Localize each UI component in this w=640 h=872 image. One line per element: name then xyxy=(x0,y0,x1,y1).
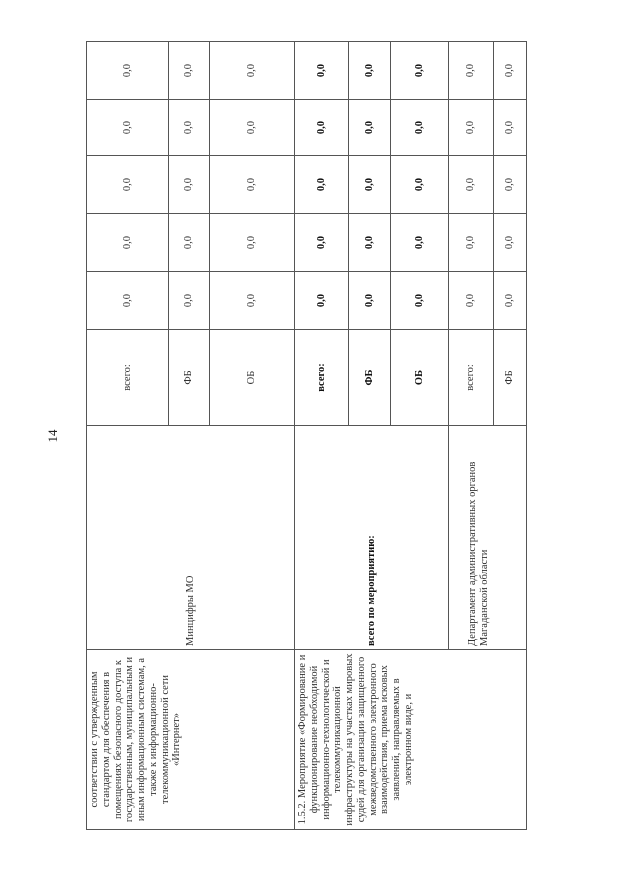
value-cell: 0,0 xyxy=(295,156,349,214)
value-cell: 0,0 xyxy=(449,100,494,156)
table-row xyxy=(295,42,349,830)
measure-cell: 1.5.2. Мероприятие «Формирование и функционирование необходимой информационно-технологической и телекоммуникационной инфраструктуры на участках мировых судей для организации защищенного межведомственного электронного взаимодействия, приема исковых заявлений, направляемых в электронном виде, и xyxy=(295,650,527,830)
budget-table-container xyxy=(86,42,526,830)
value-cell: 0,0 xyxy=(494,100,527,156)
source-cell: всего: xyxy=(295,330,349,426)
value-cell: 0,0 xyxy=(349,42,391,100)
value-cell: 0,0 xyxy=(349,100,391,156)
value-cell: 0,0 xyxy=(87,272,169,330)
value-cell: 0,0 xyxy=(449,214,494,272)
budget-table xyxy=(86,41,527,830)
page-number: 14 xyxy=(45,429,60,443)
value-cell: 0,0 xyxy=(391,100,449,156)
value-cell: 0,0 xyxy=(210,214,295,272)
measure-cell: соответствии с утвержденным стандартом для обеспечения в помещениях безопасного доступа к государственным, муниципальным и иным информационным системам, а также к информационно-телекоммуникационной сети «Интернет» xyxy=(87,650,295,830)
executor-cell: всего по мероприятию: xyxy=(295,426,449,650)
value-cell: 0,0 xyxy=(391,42,449,100)
value-cell: 0,0 xyxy=(391,156,449,214)
value-cell: 0,0 xyxy=(391,214,449,272)
value-cell: 0,0 xyxy=(349,156,391,214)
value-cell: 0,0 xyxy=(295,42,349,100)
value-cell: 0,0 xyxy=(295,100,349,156)
value-cell: 0,0 xyxy=(87,100,169,156)
value-cell: 0,0 xyxy=(449,156,494,214)
value-cell: 0,0 xyxy=(494,272,527,330)
value-cell: 0,0 xyxy=(87,42,169,100)
value-cell: 0,0 xyxy=(169,272,210,330)
value-cell: 0,0 xyxy=(169,214,210,272)
source-cell: ФБ xyxy=(349,330,391,426)
value-cell: 0,0 xyxy=(87,156,169,214)
value-cell: 0,0 xyxy=(87,214,169,272)
executor-cell: Департамент административных органов Магаданской области xyxy=(449,426,527,650)
value-cell: 0,0 xyxy=(295,214,349,272)
value-cell: 0,0 xyxy=(349,272,391,330)
value-cell: 0,0 xyxy=(210,100,295,156)
source-cell: ФБ xyxy=(494,330,527,426)
value-cell: 0,0 xyxy=(349,214,391,272)
executor-cell: Минцифры МО xyxy=(87,426,295,650)
table-row xyxy=(87,42,169,830)
value-cell: 0,0 xyxy=(295,272,349,330)
value-cell: 0,0 xyxy=(494,42,527,100)
value-cell: 0,0 xyxy=(449,42,494,100)
source-cell: всего: xyxy=(87,330,169,426)
value-cell: 0,0 xyxy=(169,156,210,214)
value-cell: 0,0 xyxy=(494,214,527,272)
value-cell: 0,0 xyxy=(210,156,295,214)
value-cell: 0,0 xyxy=(391,272,449,330)
value-cell: 0,0 xyxy=(169,100,210,156)
source-cell: всего: xyxy=(449,330,494,426)
value-cell: 0,0 xyxy=(169,42,210,100)
value-cell: 0,0 xyxy=(449,272,494,330)
value-cell: 0,0 xyxy=(210,42,295,100)
source-cell: ОБ xyxy=(210,330,295,426)
source-cell: ОБ xyxy=(391,330,449,426)
value-cell: 0,0 xyxy=(210,272,295,330)
value-cell: 0,0 xyxy=(494,156,527,214)
source-cell: ФБ xyxy=(169,330,210,426)
